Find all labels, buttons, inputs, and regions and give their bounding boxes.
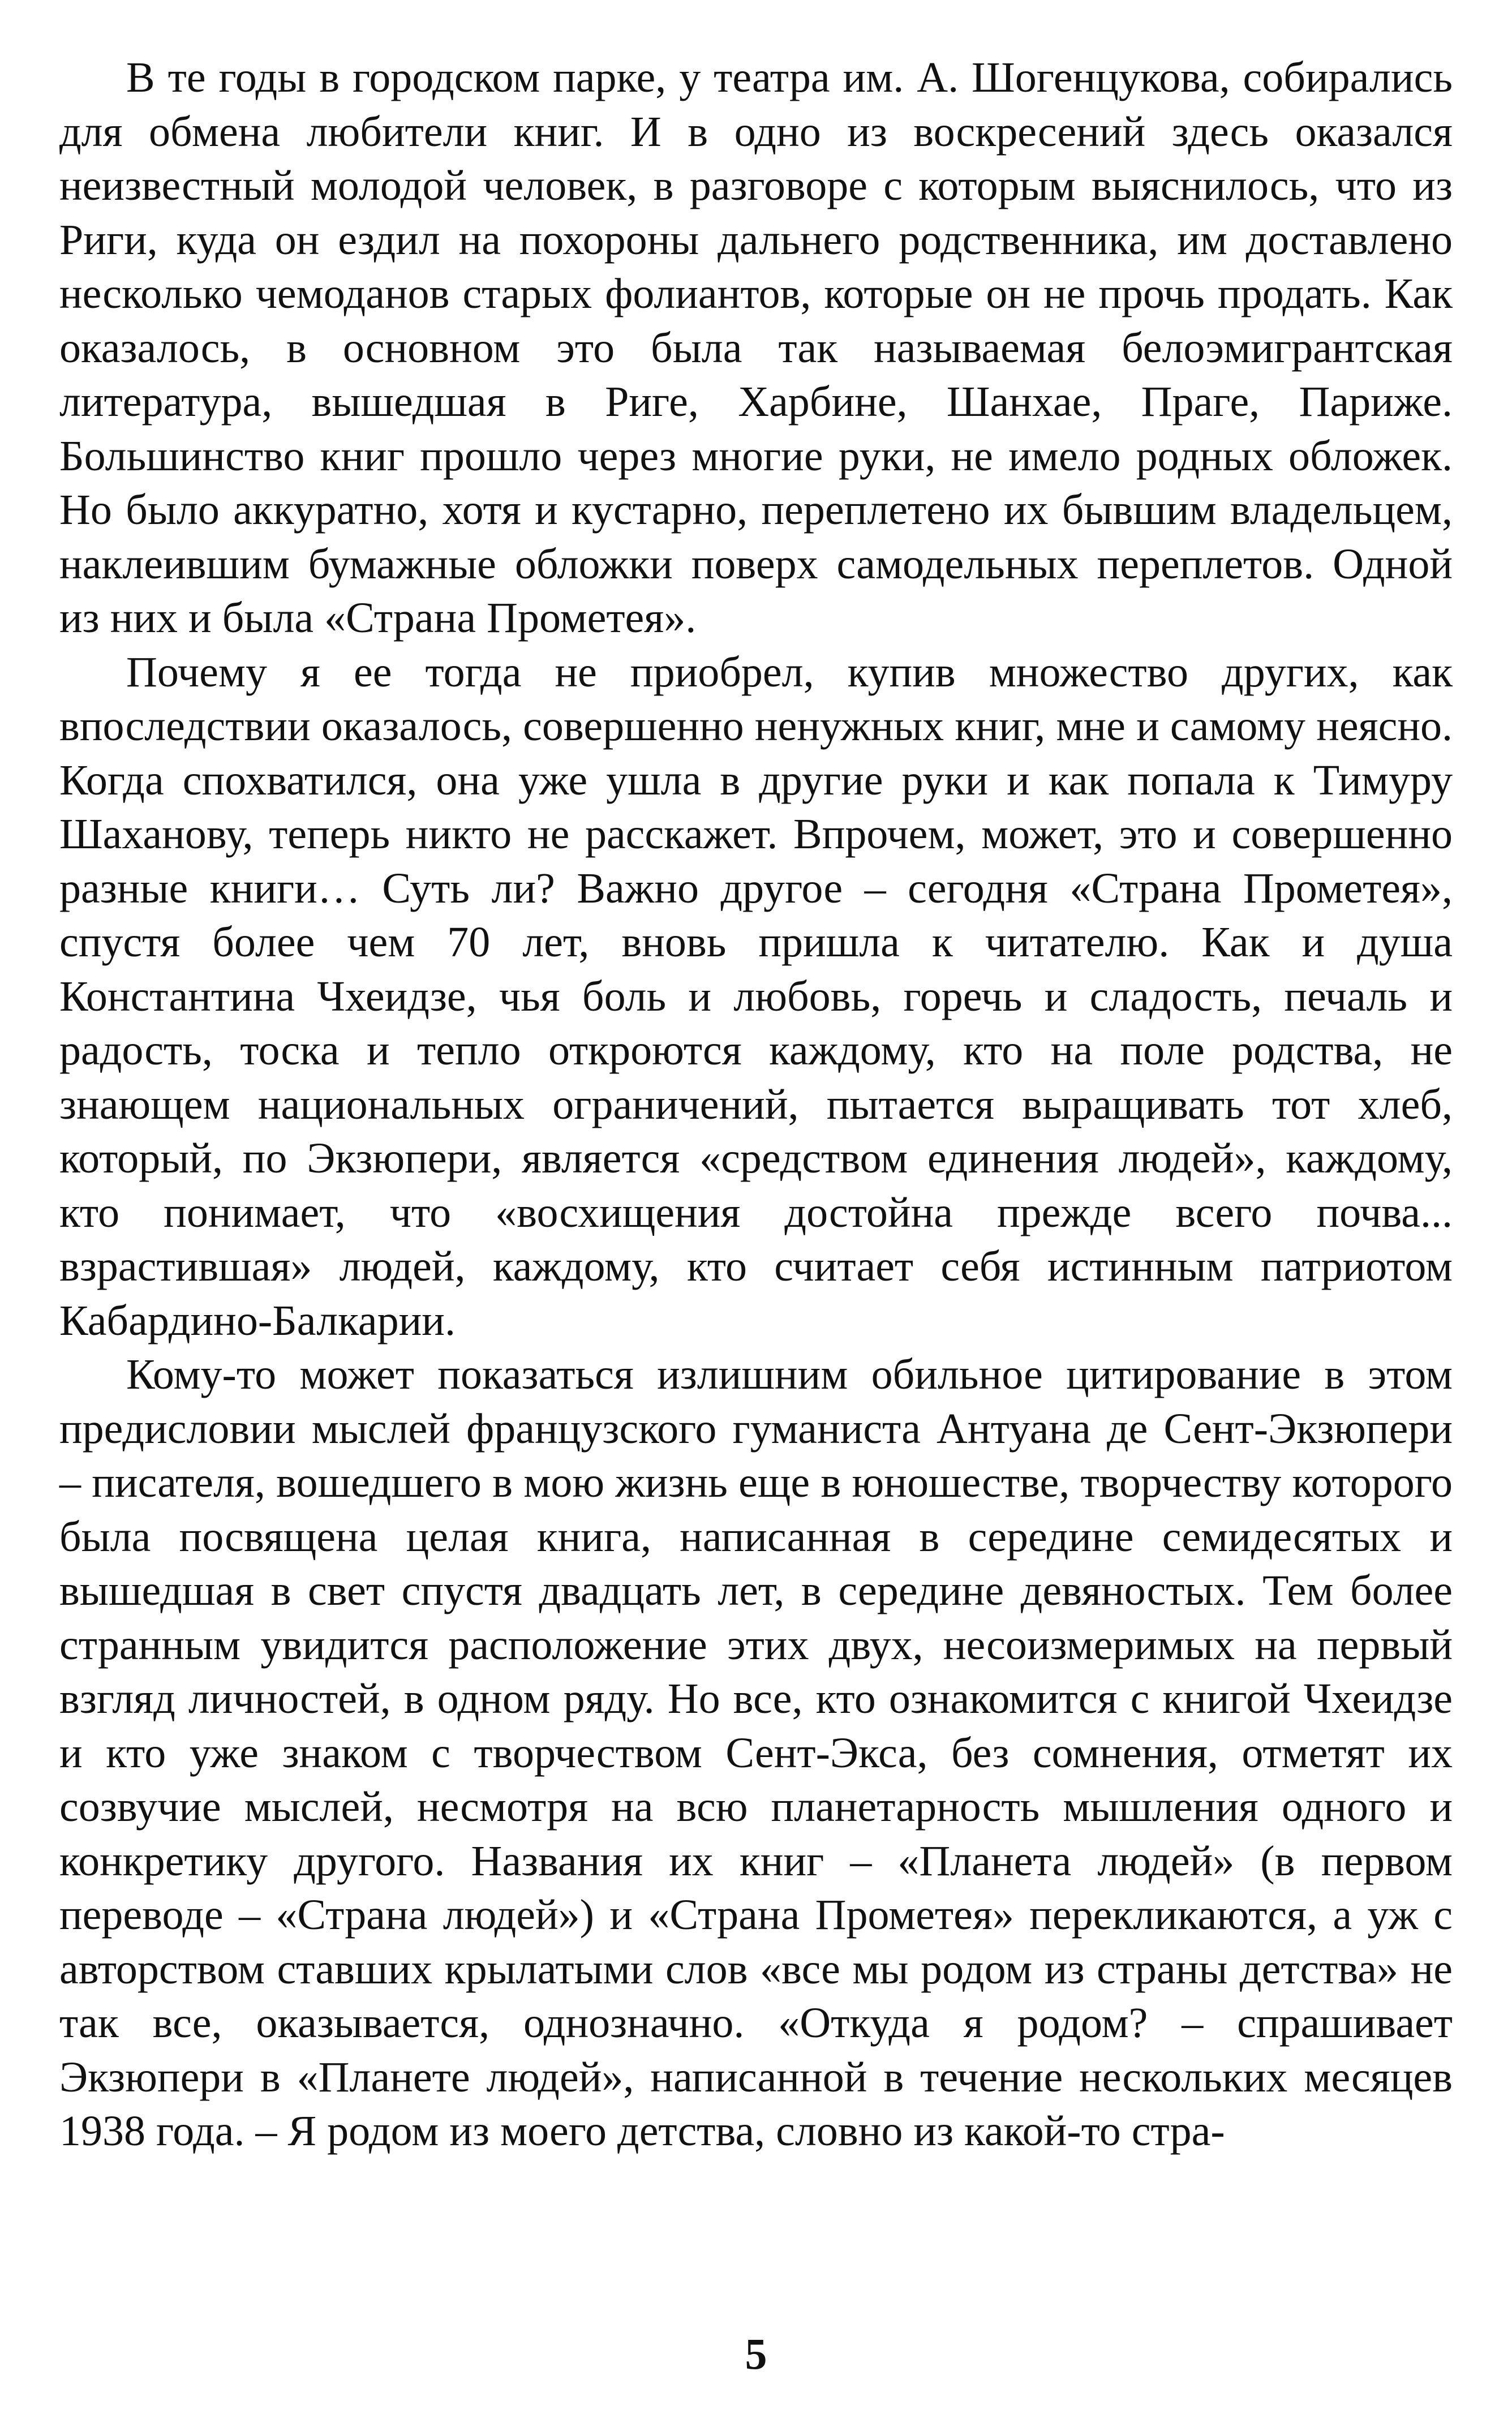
paragraph-3: Кому-то может показаться излишним обильное цитирование в этом предисловии мыслей французского гуманиста Антуана де Сент-Экзюпери – писателя, вошедшего в мою жизнь еще в юношестве, творчеству которого была посвящена целая книга, написанная в середине семидесятых и вышедшая в свет спустя двадцать лет, в середине девяностых. Тем более странным увидится расположение этих двух, несоизмеримых на первый взгляд личностей, в одном ряду. Но все, кто ознакомится с книгой Чхеидзе и кто уже знаком с творчеством Сент-Экса, без сомнения, отметят их созвучие мыслей, несмотря на всю планетарность мышления одного и конкретику другого. Названия их книг – «Планета людей» (в первом переводе – «Страна людей») и «Страна Прометея» перекликаются, а уж с авторством ставших крылатыми слов «все мы родом из страны детства» не так все, оказывается, однозначно. «Откуда я родом? – спрашивает Экзюпери в «Планете людей», написанной в течение нескольких месяцев 1938 года. – Я родом из моего детства, словно из какой-то стра-	[59, 1351, 1453, 2155]
page-number: 5	[745, 2329, 767, 2378]
paragraph-1: В те годы в городском парке, у театра им. А. Шогенцукова, собирались для обмена любители книг. И в одно из воскресений здесь оказался неизвестный молодой человек, в разговоре с которым выяснилось, что из Риги, куда он ездил на похороны дальнего родственника, им доставлено несколько чемоданов старых фолиантов, которые он не прочь продать. Как оказалось, в основном это была так называемая белоэмигрантская литература, вышедшая в Риге, Харбине, Шанхае, Праге, Париже. Большинство книг прошло через многие руки, не имело родных обложек. Но было аккуратно, хотя и кустарно, переплетено их бывшим владельцем, наклеившим бумажные обложки поверх самодельных переплетов. Одной из них и была «Страна Прометея».	[59, 54, 1453, 642]
page-body	[59, 51, 1453, 2159]
paragraph-2: Почему я ее тогда не приобрел, купив множество других, как впоследствии оказалось, совершенно ненужных книг, мне и самому неясно. Когда спохватился, она уже ушла в другие руки и как попала к Тимуру Шаханову, теперь никто не расскажет. Впрочем, может, это и совершенно разные книги… Суть ли? Важно другое – сегодня «Страна Прометея», спустя более чем 70 лет, вновь пришла к читателю. Как и душа Константина Чхеидзе, чья боль и любовь, горечь и сладость, печаль и радость, тоска и тепло откроются каждому, кто на поле родства, не знающем национальных ограничений, пытается выращивать тот хлеб, который, по Экзюпери, является «средством единения людей», каждому, кто понимает, что «восхищения достойна прежде всего почва... взрастившая» людей, каждому, кто считает себя истинным патриотом Кабардино-Балкарии.	[59, 648, 1453, 1344]
